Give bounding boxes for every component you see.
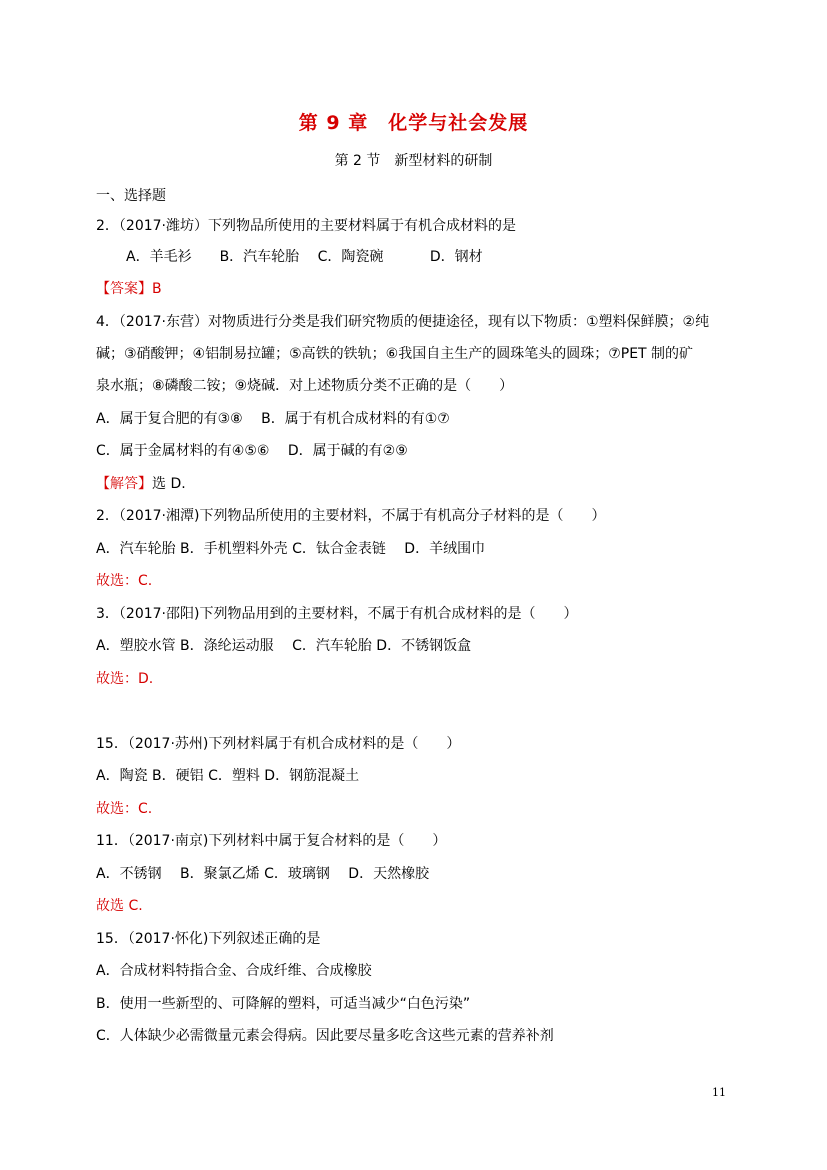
question-stem-line: 碱；③硝酸钾；④铝制易拉罐；⑤高铁的铁轨；⑥我国自主生产的圆珠笔头的圆珠；⑦PET 制的矿 (96, 346, 694, 362)
question-option: C．人体缺少必需微量元素会得病。因此要尽量多吃含这些元素的营养补剂 (96, 1028, 554, 1044)
question-stem-line: 4．（2017·东营）对物质进行分类是我们研究物质的便捷途径，现有以下物质：①塑料保鲜膜；②纯 (96, 314, 710, 330)
answer-text: 选 D. (152, 476, 186, 492)
question-option: A．不锈钢 B．聚氯乙烯 C．玻璃钢 D．天然橡胶 (96, 866, 430, 882)
question-stem: 2．（2017·潍坊）下列物品所使用的主要材料属于有机合成材料的是 (96, 218, 516, 234)
page-number: 11 (712, 1086, 726, 1099)
answer-text: 故选：C. (96, 801, 153, 817)
answer-line (96, 475, 186, 493)
answer-text: 故选：C. (96, 573, 153, 589)
question-stem-line: 泉水瓶；⑧磷酸二铵；⑨烧碱．对上述物质分类不正确的是（ ） (96, 378, 514, 394)
answer-text: 故选：D. (96, 671, 154, 687)
answer-text: 故选 C. (96, 898, 143, 914)
section-subtitle: 第 2 节 新型材料的研制 (334, 153, 493, 169)
question-stem: 3．（2017·邵阳)下列物品用到的主要材料，不属于有机合成材料的是（ ） (96, 606, 578, 622)
question-option: A．属于复合肥的有③⑧ B．属于有机合成材料的有①⑦ (96, 411, 450, 427)
answer-tag: 【答案】B (96, 281, 162, 297)
question-option: A．汽车轮胎 B．手机塑料外壳 C．钛合金表链 D．羊绒围巾 (96, 541, 486, 557)
question-option: B．使用一些新型的、可降解的塑料，可适当减少“白色污染” (96, 996, 471, 1012)
question-option: A．塑胶水管 B．涤纶运动服 C．汽车轮胎 D．不锈钢饭盒 (96, 638, 472, 654)
question-stem: 15．（2017·苏州)下列材料属于有机合成材料的是（ ） (96, 736, 461, 752)
question-stem: 11．（2017·南京)下列材料中属于复合材料的是（ ） (96, 833, 447, 849)
question-stem: 2．（2017·湘潭)下列物品所使用的主要材料，不属于有机高分子材料的是（ ） (96, 508, 606, 524)
question-options: A．羊毛衫 B．汽车轮胎 C．陶瓷碗 D．钢材 (126, 249, 483, 265)
chapter-title: 第 9 章 化学与社会发展 (298, 112, 529, 134)
question-stem: 15．（2017·怀化)下列叙述正确的是 (96, 931, 321, 947)
question-option: C．属于金属材料的有④⑤⑥ D．属于碱的有②⑨ (96, 443, 408, 459)
question-option: A．陶瓷 B．硬铝 C．塑料 D．钢筋混凝土 (96, 768, 360, 784)
question-option: A．合成材料特指合金、合成纤维、合成橡胶 (96, 963, 372, 979)
section-heading: 一、选择题 (96, 188, 166, 204)
answer-prefix: 【解答】 (96, 476, 152, 492)
